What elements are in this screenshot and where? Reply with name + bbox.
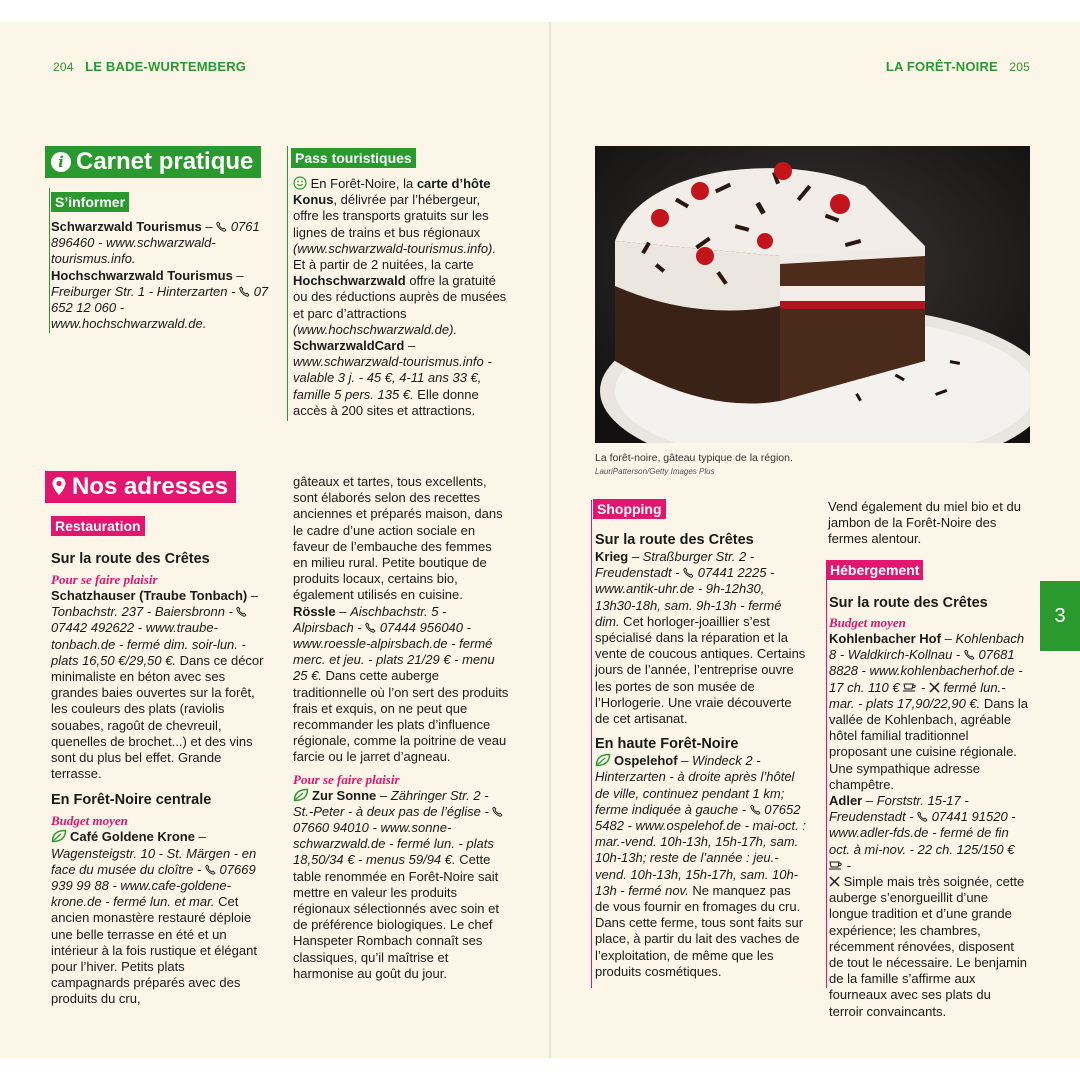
schwarzwaldcard-details: – www.schwarzwald-tourismus.info - valable 3 j. - 45 €, 4-11 ans 33 €, famille 5 pers. 135 €. [293, 338, 492, 402]
st2-name: Hochschwarzwald Tourismus [51, 267, 233, 283]
ospel-phone: 07652 5482 - www.ospelehof.de - mai-oct. : mar.-vend. 10h-13h, 15h-17h, sam. 10h-13h; reste de l’année : jeu.-vend. 10h-13h, 15h-17h, sam. 10h-13h - fermé nov. [595, 801, 806, 898]
carnet-heading-text: Carnet pratique [76, 148, 254, 175]
right-page-title: LA FORÊT-NOIRE [885, 59, 998, 74]
hebergement-section [826, 560, 1028, 1020]
heberg-budget-label: Budget moyen [829, 615, 906, 630]
rossle-name: Rössle [293, 603, 336, 619]
heberg-cretes-title: Sur la route des Crêtes [829, 595, 988, 611]
shopping-label: Shopping [593, 499, 666, 519]
location-pin-icon [51, 476, 67, 496]
adler-name: Adler [829, 793, 863, 809]
breakfast-cup-icon [903, 682, 917, 692]
plaisir-label-2: Pour se faire plaisir [293, 771, 400, 787]
kohl-dash: – [940, 631, 956, 646]
kohl-name: Kohlenbacher Hof [829, 631, 941, 646]
carnet-pratique-section [45, 146, 273, 332]
schwarzwald-tourismus-entry [51, 219, 273, 268]
pass-t3: Et à partir de 2 nuitées, la carte [293, 257, 474, 273]
kohl-text: Dans la vallée de Kohlenbach, agréable hôtel familial traditionnel proposant une cuisine régionale. Une sympathique adresse champêtre. [829, 695, 1028, 792]
restaurant-icon [829, 876, 840, 887]
ospel-name: Ospelehof [614, 753, 678, 769]
phone-icon [216, 221, 227, 232]
schatz-dash: – [247, 588, 259, 603]
konus-card: carte d’hôte Konus [293, 176, 491, 208]
schatz-address: Tonbachstr. 237 - Baiersbronn - [51, 604, 237, 620]
right-running-head [886, 59, 1030, 74]
phone-icon [917, 811, 928, 822]
krone-dash: – [194, 829, 206, 845]
sonne-phone: 07660 94010 - www.sonne-schwarzwald.de - fermé lun. - plats 18,50/34 € - menus 59/94 €. [293, 820, 494, 868]
pass-t4-web: (www.hochschwarzwald.de). [293, 321, 458, 337]
leaf-icon [595, 753, 611, 767]
restauration-label: Restauration [51, 516, 145, 536]
pass-t4: offre la gratuité ou des réductions auprès de musées et parc d’attractions [293, 273, 507, 321]
centrale-title: En Forêt-Noire centrale [51, 792, 212, 809]
krieg-dash: – [628, 549, 643, 564]
schwarzwaldcard: SchwarzwaldCard [293, 338, 405, 354]
sonne-name: Zur Sonne [312, 787, 377, 803]
kohl-mid: - [917, 679, 929, 695]
cake-photo [595, 146, 1030, 443]
plaisir-label-1: Pour se faire plaisir [51, 572, 158, 587]
krone-continued: gâteaux et tartes, tous excellents, sont élaborés selon des recettes anciennes et préparés maison, dans le cadre d’une action sociale en faveur de l’embauche des femmes en milieu rural. Petite boutique de produits locaux, certains bio, également utilisés en cuisine. [293, 474, 503, 603]
phone-icon [239, 286, 250, 297]
hebergement-label: Hébergement [826, 560, 923, 580]
krieg-address: Straßburger Str. 2 - Freudenstadt - [595, 549, 755, 581]
st2-address: Freiburger Str. 1 - Hinterzarten - [51, 283, 240, 299]
schatz-name: Schatzhauser (Traube Tonbach) [51, 588, 248, 603]
carnet-rule [49, 188, 50, 333]
pass-touristiques-heading: Pass touristiques [291, 148, 416, 168]
krieg-name: Krieg [595, 549, 629, 564]
rossle-text: Dans cette auberge traditionnelle où l’on sert des produits frais et exquis, on ne peut que recommander les plats d’influence régionale, comme la poitrine de veau farcie ou le jarret d’agneau. [293, 668, 509, 765]
krieg-text: Cet horloger-joaillier s’est spécialisé dans la réparation et la vente de coucous antiques. Certains jours de l’année, l’entreprise ouvre les portes de son musée de l’Horlogerie. Une vraie découverte de cet artisanat. [595, 613, 806, 727]
rossle-phone: 07444 956040 - www.roessle-alpirsbach.de - fermé merc. et jeu. - plats 21/29 € - menu 25 €. [293, 619, 495, 684]
rossle-address: Aischbachstr. 5 - Alpirsbach - [293, 603, 447, 635]
nos-adresses-col2 [293, 474, 509, 982]
leaf-icon [293, 788, 309, 802]
ospelehof-entry [595, 753, 807, 980]
hochschwarzwald-card: Hochschwarzwald [293, 273, 406, 289]
pass-t2-web: (www.schwarzwald-tourismus.info). [293, 240, 496, 256]
ospel-continued: Vend également du miel bio et du jambon de la Forêt-Noire des fermes alentour. [828, 499, 1021, 547]
ospel-text: Ne manquez pas de vous fournir en fromages du cru. Dans cette ferme, tous sont faits sur place, à partir du lait des vaches de l’exploitation, de même que les produits cosmétiques. [595, 882, 804, 979]
st1-web: - www.schwarzwald-tourismus.info. [51, 235, 216, 267]
kohl-address: Kohlenbach 8 - Waldkirch-Kollnau - [829, 631, 1025, 663]
shopping-cretes-title: Sur la route des Crêtes [595, 532, 754, 548]
schatz-phone: 07442 492622 - www.traube-tonbach.de - fermé dim. soir-lun. - plats 16,50 €/29,50 €. [51, 620, 246, 668]
ospel-dash: – [677, 753, 693, 769]
page-fold [549, 22, 551, 1058]
kohl-phone: 07681 8828 - www.kohlenbacherhof.de - 17 ch. 110 € [829, 647, 1023, 695]
informer-label: S’informer [51, 192, 129, 212]
st2-phone: 07 652 12 060 [51, 283, 269, 316]
info-icon: i [51, 152, 71, 172]
photo-credit: LauriPatterson/Getty Images Plus [595, 467, 715, 476]
pass-t6: Elle donne accès à 200 sites et attractions. [293, 386, 479, 418]
rossle-entry [293, 604, 509, 766]
sonne-address: Zähringer Str. 2 - St.-Peter - à deux pas de l’église - [293, 787, 493, 819]
nos-adresses-col1 [45, 471, 267, 1008]
shopping-rule [591, 500, 592, 988]
krone-text: Cet ancien monastère restauré déploie une belle terrasse en été et un intérieur à la fois rustique et élégant pour l’hiver. Petits plats campagnards préparés avec des produits du cru, [51, 894, 257, 1007]
chapter-tab[interactable]: 3 [1040, 581, 1080, 651]
st2-web: - www.hochschwarzwald.de. [51, 300, 207, 332]
restau-cretes-title: Sur la route des Crêtes [51, 551, 210, 567]
adler-dash: – [862, 793, 877, 809]
nos-adresses-heading [45, 471, 236, 503]
phone-icon [683, 567, 694, 578]
adler-mid: - [843, 857, 851, 873]
left-running-head [53, 59, 246, 74]
nos-adresses-text: Nos adresses [72, 473, 229, 500]
smile-icon [293, 176, 307, 190]
schatzhauser-entry [51, 588, 267, 782]
pass-rule [287, 146, 288, 421]
left-page-title: LE BADE-WURTEMBERG [85, 59, 247, 74]
krone-address: Wagensteigstr. 10 - St. Märgen - en face du musée du cloître - [51, 845, 257, 877]
st1-name: Schwarzwald Tourismus [51, 219, 202, 234]
sonne-entry [293, 788, 509, 982]
kohlenbacher-entry [829, 631, 1028, 793]
phone-icon [365, 622, 376, 633]
breakfast-cup-icon [829, 860, 843, 870]
caption-text: La forêt-noire, gâteau typique de la région. [595, 452, 793, 464]
st1-dash: – [201, 219, 217, 234]
ospel-address: Windeck 2 - Hinterzarten - à droite après l’hôtel de ville, continuez pendant 1 km; ferme indiquée à gauche - [595, 753, 795, 817]
photo-caption [595, 452, 793, 478]
carnet-pratique-heading [45, 146, 261, 178]
shopping-section [593, 499, 807, 980]
st2-dash: – [232, 267, 244, 283]
krieg-phone: 07441 2225 - www.antik-uhr.de - 9h-12h30, 13h30-18h, sam. 9h-13h - fermé dim. [595, 565, 782, 629]
phone-icon [236, 606, 247, 617]
adler-text: Simple mais très soignée, cette auberge s’enorgueillit d’une longue tradition et d’une grande expérience; les chambres, récemment rénovées, disposent de tout le nécessaire. Le benjamin de la famille s’affirme aux fourneaux avec ses plats du terroir convaincants. [829, 874, 1028, 1019]
hochschwarzwald-tourismus-entry [51, 268, 273, 333]
phone-icon [964, 649, 975, 660]
right-page-number: 205 [1009, 60, 1030, 74]
leaf-icon [51, 829, 67, 843]
schatz-text: Dans ce décor minimaliste en béton avec ses grandes baies ouvertes sur la forêt, les couleurs des plats (raviolis souabes, ragoût de chevreuil, quenelles de brochet...) et des vins sont du plus bel effet. Grande terrasse. [51, 652, 264, 782]
pass-t2: , délivrée par l’hébergeur, offre les transports gratuits sur les lignes de trains et bus régionaux [293, 192, 489, 240]
phone-icon [750, 804, 761, 815]
restaurant-icon [929, 682, 940, 693]
pass-t1: En Forêt-Noire, la [307, 176, 417, 191]
krieg-entry [595, 549, 807, 727]
left-page-number: 204 [53, 60, 74, 74]
pass-touristiques-section [291, 148, 509, 419]
haute-foret-title: En haute Forêt-Noire [595, 736, 739, 753]
sonne-dash: – [376, 787, 391, 803]
adler-phone: 07441 91520 - www.adler-fds.de - fermé de fin oct. à mi-nov. - 22 ch. 125/150 € [829, 809, 1016, 857]
st1-phone: 0761 896460 [51, 219, 260, 251]
hebergement-col [828, 499, 1028, 548]
rossle-dash: – [335, 603, 351, 619]
adler-entry [829, 793, 1028, 1020]
kohl-closed: fermé lun.-mar. - plats 17,90/22,90 €. [829, 679, 1006, 711]
adler-address: Forststr. 15-17 - Freudenstadt - [829, 793, 969, 825]
krone-entry [51, 829, 267, 1007]
krone-name: Café Goldene Krone [70, 829, 195, 845]
phone-icon [492, 806, 503, 817]
phone-icon [205, 864, 216, 875]
budget-label-1: Budget moyen [51, 813, 128, 829]
black-forest-cake-image [595, 146, 1030, 443]
pass-text [291, 176, 509, 419]
sonne-text: Cette table renommée en Forêt-Noire sait mettre en valeur les produits régionaux sélectionnés avec soin et de préférence biologiques. Le chef Hanspeter Rombach connaît ses classiques, qu’il maîtrise et harmonise au goût du jour. [293, 852, 499, 981]
krone-phone: 07669 939 99 88 - www.cafe-goldene-krone.de - fermé lun. et mar. [51, 861, 256, 910]
